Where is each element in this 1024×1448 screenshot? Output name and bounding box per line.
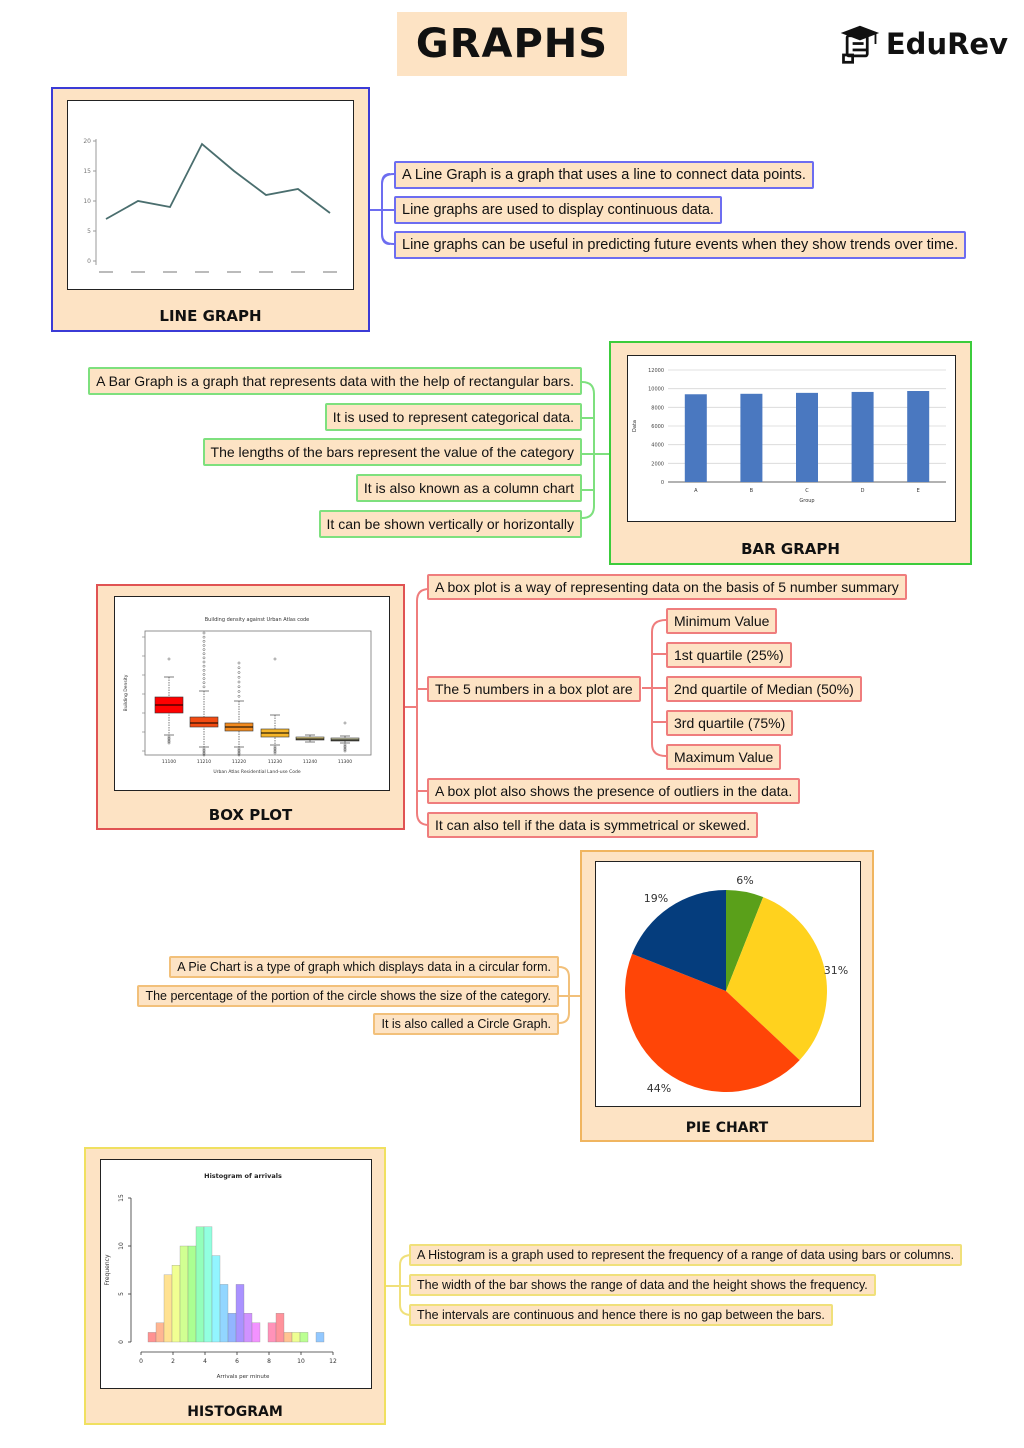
box-outlier <box>203 644 205 646</box>
box-x-tick-label: 11230 <box>267 760 283 765</box>
histogram-bar <box>276 1313 284 1342</box>
histogram-bar <box>300 1332 308 1342</box>
histogram-frame <box>100 1159 372 1389</box>
histogram-note-3: The intervals are continuous and hence there is no gap between the bars. <box>409 1304 833 1326</box>
box-outlier <box>203 648 205 650</box>
pie-chart-chart <box>596 862 859 1105</box>
bar-x-label: Group <box>799 498 815 504</box>
bar-y-tick-label: 10000 <box>648 386 664 393</box>
box-outlier <box>238 681 240 683</box>
histogram-title: Histogram of arrivals <box>204 1172 282 1180</box>
line-graph-card <box>51 87 370 332</box>
box-y-label: Building Density <box>124 674 129 712</box>
box-note-summary: A box plot is a way of representing data on the basis of 5 number summary <box>427 574 907 600</box>
box-x-tick-label: 11100 <box>161 760 177 765</box>
box-five-max: Maximum Value <box>666 744 781 770</box>
line-x-tick-label <box>163 271 177 273</box>
box-outlier <box>203 677 205 679</box>
bar-graph-connector <box>580 370 612 530</box>
line-graph-frame <box>67 100 354 290</box>
bar-note-1: A Bar Graph is a graph that represents data with the help of rectangular bars. <box>88 367 582 395</box>
histogram-x-tick-label: 0 <box>139 1358 143 1365</box>
line-y-tick-label: 5 <box>87 228 91 235</box>
line-graph-chart <box>68 101 352 288</box>
line-x-tick-label <box>291 271 305 273</box>
line-x-tick-label <box>227 271 241 273</box>
histogram-bar <box>196 1227 204 1342</box>
box-plot-area <box>145 631 371 755</box>
line-x-tick-label <box>259 271 273 273</box>
histogram-bar <box>212 1256 220 1342</box>
histogram-bar <box>292 1332 300 1342</box>
box-note-symmetry: It can also tell if the data is symmetrical or skewed. <box>427 812 758 838</box>
box-five-q1: 1st quartile (25%) <box>666 642 792 668</box>
bar-note-3: The lengths of the bars represent the value of the category <box>203 438 582 466</box>
box-outlier <box>238 686 240 688</box>
bar-x-tick-label: A <box>694 488 698 494</box>
bar-graph-chart <box>628 356 954 520</box>
histogram-note-1: A Histogram is a graph used to represent the frequency of a range of data using bars or columns. <box>409 1244 962 1266</box>
box-11210 <box>190 717 218 727</box>
line-series <box>106 144 330 219</box>
box-outlier <box>203 657 205 659</box>
histogram-bar <box>284 1332 292 1342</box>
box-outlier <box>203 669 205 671</box>
box-x-tick-label: 11240 <box>302 760 318 765</box>
box-outlier <box>238 690 240 692</box>
box-five-min: Minimum Value <box>666 608 777 634</box>
box-outlier <box>203 640 205 642</box>
pie-note-1: A Pie Chart is a type of graph which displays data in a circular form. <box>169 956 559 978</box>
histogram-x-tick-label: 12 <box>329 1358 337 1365</box>
histogram-y-label: Frequency <box>104 1254 111 1286</box>
box-outlier <box>203 665 205 667</box>
bar-x-tick-label: E <box>916 488 920 494</box>
box-outlier <box>203 661 205 663</box>
box-outlier <box>203 653 205 655</box>
line-graph-label: LINE GRAPH <box>159 307 262 325</box>
box-x-tick-label: 11300 <box>337 760 353 765</box>
histogram-y-tick-label: 0 <box>118 1340 125 1344</box>
bar-y-tick-label: 6000 <box>651 424 664 430</box>
bar-x-tick-label: D <box>860 488 865 494</box>
histogram-bar <box>228 1313 236 1342</box>
pie-chart-frame <box>595 861 861 1107</box>
histogram-bar <box>164 1275 172 1342</box>
line-x-tick-label <box>195 271 209 273</box>
box-outlier <box>203 686 205 688</box>
histogram-bar <box>244 1313 252 1342</box>
bar-graph-frame <box>627 355 956 522</box>
bar-note-4: It is also known as a column chart <box>356 474 582 502</box>
bar-y-tick-label: 8000 <box>651 405 664 412</box>
histogram-bar <box>188 1246 196 1342</box>
line-y-tick-label: 15 <box>83 168 91 175</box>
histogram-bar <box>180 1246 188 1342</box>
line-x-tick-label <box>131 271 145 273</box>
bar-y-tick-label: 2000 <box>651 461 664 468</box>
box-outlier <box>344 722 346 724</box>
pie-label: 19% <box>643 892 669 905</box>
box-note-five-label: The 5 numbers in a box plot are <box>427 676 641 702</box>
box-outlier <box>203 632 205 634</box>
line-x-tick-label <box>99 271 113 273</box>
histogram-chart <box>101 1160 370 1387</box>
bar-C <box>796 393 818 482</box>
box-outlier <box>168 658 170 660</box>
bar-B <box>740 394 762 482</box>
histogram-bar <box>220 1284 228 1342</box>
bar-note-2: It is used to represent categorical data. <box>325 403 582 431</box>
bar-A <box>685 394 707 482</box>
box-plot-card <box>96 584 405 830</box>
box-five-median: 2nd quartile of Median (50%) <box>666 676 862 702</box>
bar-graph-card <box>609 341 972 565</box>
box-outlier <box>344 750 346 752</box>
pie-label: 44% <box>646 1082 672 1095</box>
histogram-bar <box>148 1332 156 1342</box>
line-y-tick-label: 0 <box>87 258 91 265</box>
pie-note-2: The percentage of the portion of the circle shows the size of the category. <box>137 985 559 1007</box>
box-outlier <box>238 676 240 678</box>
box-outlier <box>238 662 240 664</box>
edurev-logo[interactable]: EduRev <box>838 18 1008 70</box>
histogram-bar <box>156 1323 164 1342</box>
histogram-bar <box>268 1323 276 1342</box>
bar-note-5: It can be shown vertically or horizontally <box>319 510 582 538</box>
box-note-outliers: A box plot also shows the presence of outliers in the data. <box>427 778 800 804</box>
box-plot-label: BOX PLOT <box>208 806 293 824</box>
bar-y-label: Data <box>632 420 638 432</box>
box-outlier <box>203 636 205 638</box>
histogram-x-tick-label: 4 <box>203 1358 207 1365</box>
pie-label: 31% <box>823 964 849 977</box>
bar-y-tick-label: 12000 <box>648 368 664 374</box>
histogram-y-tick-label: 10 <box>118 1242 125 1250</box>
histogram-x-tick-label: 6 <box>235 1358 239 1365</box>
histogram-bar <box>316 1332 324 1342</box>
histogram-card <box>84 1147 386 1425</box>
box-outlier <box>203 673 205 675</box>
box-outlier <box>203 682 205 684</box>
bar-x-tick-label: B <box>749 488 754 494</box>
line-note-2: Line graphs are used to display continuous data. <box>394 196 722 224</box>
box-x-tick-label: 11220 <box>231 760 247 765</box>
pie-chart-card <box>580 850 874 1142</box>
histogram-x-tick-label: 10 <box>297 1358 305 1365</box>
bar-y-tick-label: 4000 <box>651 442 664 449</box>
graduation-cap-icon <box>838 20 882 68</box>
box-title: Building density against Urban Atlas code <box>204 617 310 623</box>
histogram-bar <box>236 1284 244 1342</box>
box-plot-chart <box>115 597 388 789</box>
histogram-y-tick-label: 15 <box>118 1194 125 1202</box>
line-x-tick-label <box>323 271 337 273</box>
bar-y-tick-label: 0 <box>660 480 664 486</box>
box-outlier <box>238 667 240 669</box>
histogram-x-tick-label: 2 <box>171 1358 175 1365</box>
box-plot-frame <box>114 596 390 791</box>
bar-E <box>907 391 929 482</box>
histogram-bar <box>204 1227 212 1342</box>
line-note-3: Line graphs can be useful in predicting future events when they show trends over time. <box>394 231 966 259</box>
histogram-x-tick-label: 8 <box>267 1358 271 1365</box>
box-outlier <box>238 671 240 673</box>
line-y-tick-label: 20 <box>83 138 91 145</box>
pie-note-3: It is also called a Circle Graph. <box>373 1013 559 1035</box>
page-title: GRAPHS <box>397 12 627 76</box>
pie-label: 6% <box>736 874 754 887</box>
histogram-x-label: Arrivals per minute <box>216 1374 270 1380</box>
bar-D <box>852 392 874 482</box>
box-outlier <box>274 752 276 754</box>
bar-x-tick-label: C <box>805 488 809 494</box>
histogram-note-2: The width of the bar shows the range of data and the height shows the frequency. <box>409 1274 876 1296</box>
histogram-label: HISTOGRAM <box>187 1404 283 1420</box>
line-note-1: A Line Graph is a graph that uses a line to connect data points. <box>394 161 814 189</box>
box-five-q3: 3rd quartile (75%) <box>666 710 793 736</box>
histogram-y-tick-label: 5 <box>118 1292 125 1296</box>
box-outlier <box>238 695 240 697</box>
box-x-tick-label: 11210 <box>196 760 212 765</box>
box-x-label: Urban Atlas Residential Land-use Code <box>213 770 301 775</box>
histogram-bar <box>252 1323 260 1342</box>
line-y-tick-label: 10 <box>83 198 91 205</box>
histogram-bar <box>172 1265 180 1342</box>
box-outlier <box>168 742 170 744</box>
box-outlier <box>274 658 276 660</box>
pie-chart-label: PIE CHART <box>685 1120 769 1136</box>
bar-graph-label: BAR GRAPH <box>741 540 840 558</box>
